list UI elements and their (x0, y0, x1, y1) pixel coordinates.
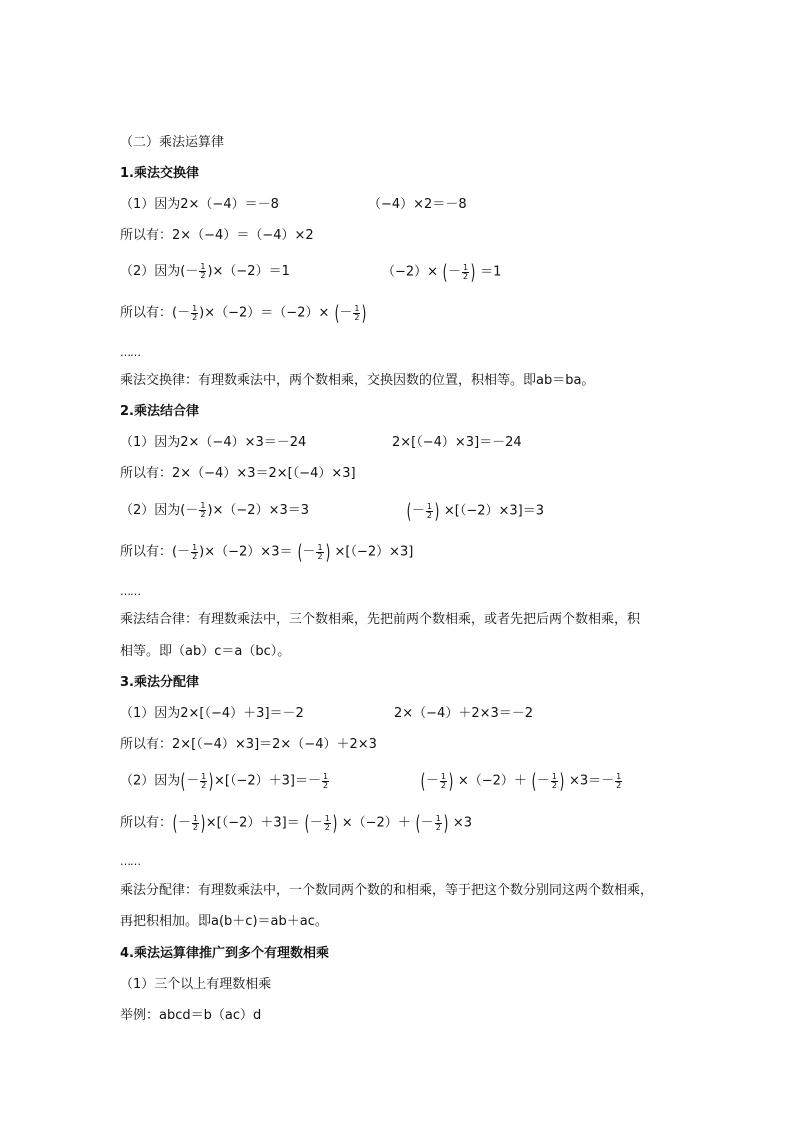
associative-result-1: 所以有：2×（−4）×3＝2×[（−4）×3] (120, 466, 356, 481)
commutative-heading: 1.乘法交换律 (120, 166, 199, 181)
half-fraction: $\frac{1}{2}$ (323, 771, 329, 790)
commutative-ellipsis: …… (120, 346, 140, 359)
commutative-ex2-a: （2）因为(－ $\frac{1}{2}$ )×（−2）＝1 (120, 262, 290, 280)
half-fraction: $\frac{1}{2}$ (426, 501, 432, 520)
half-fraction: $\frac{1}{2}$ (551, 771, 557, 790)
associative-heading: 2.乘法结合律 (120, 404, 199, 419)
half-fraction: $\frac{1}{2}$ (463, 262, 469, 281)
half-fraction: $\frac{1}{2}$ (192, 303, 198, 322)
distributive-ex1-a: （1）因为2×[（−4）＋3]＝－2 (120, 706, 304, 721)
half-fraction: $\frac{1}{2}$ (440, 771, 446, 790)
distributive-result-2: 所以有：(－ $\frac{1}{2}$ )×[（−2）＋3]＝ (－ $\frac{1}{2}$ ) ×（−2）＋ (－ $\frac{1}{2}$ ) ×3 (120, 811, 472, 835)
half-fraction: $\frac{1}{2}$ (317, 542, 323, 561)
commutative-law: 乘法交换律：有理数乘法中，两个数相乘，交换因数的位置，积相等。即ab＝ba。 (120, 373, 595, 388)
section-title: （二）乘法运算律 (120, 135, 225, 150)
distributive-ex2-b: (－ $\frac{1}{2}$ ) ×（−2）＋ (－ $\frac{1}{2}$ ) ×3＝－ $\frac{1}{2}$ (420, 769, 622, 793)
commutative-result-1: 所以有：2×（−4）＝（−4）×2 (120, 228, 314, 243)
half-fraction: $\frac{1}{2}$ (324, 813, 330, 832)
extension-heading: 4.乘法运算律推广到多个有理数相乘 (120, 946, 329, 961)
distributive-ex2-a: （2）因为(－ $\frac{1}{2}$ )×[（−2）＋3]＝－ $\frac{1}{2}$ (120, 769, 329, 793)
associative-law-line-2: 相等。即（ab）c＝a（bc）。 (120, 644, 291, 659)
distributive-heading: 3.乘法分配律 (120, 675, 199, 690)
half-fraction: $\frac{1}{2}$ (200, 501, 206, 519)
associative-law-line-1: 乘法结合律：有理数乘法中，三个数相乘，先把前两个数相乘，或者先把后两个数相乘，积 (120, 612, 641, 627)
distributive-result-1: 所以有：2×[（−4）×3]＝2×（−4）＋2×3 (120, 737, 377, 752)
distributive-law-line-1: 乘法分配律：有理数乘法中，一个数同两个数的和相乘，等于把这个数分别同这两个数相乘， (120, 883, 654, 898)
commutative-ex2-b: （−2）× (－ $\frac{1}{2}$ ) ＝1 (382, 260, 502, 284)
distributive-ex1-b: 2×（−4）＋2×3＝－2 (394, 706, 534, 721)
associative-ellipsis: …… (120, 585, 140, 598)
half-fraction: $\frac{1}{2}$ (616, 771, 622, 790)
half-fraction: $\frac{1}{2}$ (200, 262, 206, 280)
extension-example: 举例：abcd＝b（ac）d (120, 1008, 262, 1023)
half-fraction: $\frac{1}{2}$ (435, 813, 441, 832)
distributive-ellipsis: …… (120, 855, 140, 868)
associative-ex2-b: (－ $\frac{1}{2}$ ) ×[（−2）×3]＝3 (406, 499, 545, 523)
extension-subheading: （1）三个以上有理数相乘 (120, 977, 272, 992)
commutative-result-2: 所以有：(－ $\frac{1}{2}$ )×（−2）＝（−2）× (－ $\frac{1}{2}$ ) (120, 301, 367, 325)
half-fraction: $\frac{1}{2}$ (192, 813, 198, 832)
commutative-ex1-a: （1）因为2×（−4）＝－8 (120, 197, 279, 212)
distributive-law-line-2: 再把积相加。即a(b＋c)＝ab＋ac。 (120, 914, 328, 929)
associative-ex1-a: （1）因为2×（−4）×3＝－24 (120, 435, 307, 450)
half-fraction: $\frac{1}{2}$ (201, 771, 207, 790)
commutative-ex1-b: （−4）×2＝－8 (368, 197, 467, 212)
half-fraction: $\frac{1}{2}$ (354, 303, 360, 322)
associative-result-2: 所以有：(－ $\frac{1}{2}$ )×（−2）×3＝ (－ $\frac{1}{2}$ ) ×[（−2）×3] (120, 540, 414, 564)
associative-ex2-a: （2）因为(－ $\frac{1}{2}$ )×（−2）×3＝3 (120, 501, 310, 519)
half-fraction: $\frac{1}{2}$ (192, 542, 198, 561)
associative-ex1-b: 2×[（−4）×3]＝－24 (392, 435, 522, 450)
